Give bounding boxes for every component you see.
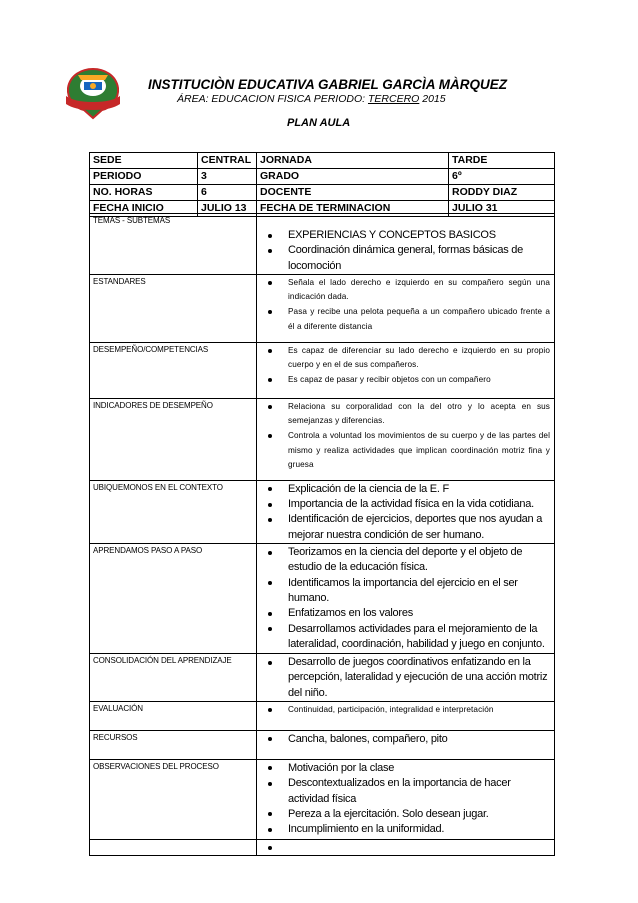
bullet-list bbox=[257, 731, 554, 747]
row-content bbox=[257, 759, 555, 839]
institution-title: INSTITUCIÒN EDUCATIVA GABRIEL GARCÌA MÀRQUEZ bbox=[148, 77, 507, 92]
plan-row bbox=[90, 654, 555, 702]
list-item: Señala el lado derecho e izquierdo en su compañero según una indicación dada. bbox=[257, 276, 550, 305]
summary-label: JORNADA bbox=[257, 153, 449, 169]
summary-value: 6 bbox=[198, 185, 257, 201]
summary-value: JULIO 31 bbox=[449, 201, 555, 217]
plan-table bbox=[89, 213, 555, 856]
plan-row bbox=[90, 701, 555, 730]
plan-row bbox=[90, 730, 555, 759]
plan-row bbox=[90, 480, 555, 543]
bullet-list bbox=[257, 214, 554, 274]
row-content bbox=[257, 398, 555, 480]
bullet-list bbox=[257, 544, 554, 652]
bullet-list bbox=[257, 343, 554, 388]
row-content bbox=[257, 342, 555, 398]
school-crest-logo bbox=[62, 66, 124, 120]
row-content bbox=[257, 544, 555, 654]
list-item: Es capaz de diferenciar su lado derecho e izquierdo en su propio cuerpo y en el de sus compañeros. bbox=[257, 344, 550, 373]
row-label: APRENDAMOS PASO A PASO bbox=[90, 544, 257, 654]
list-item: Explicación de la ciencia de la E. F bbox=[257, 482, 550, 497]
summary-table bbox=[89, 152, 555, 217]
row-label: INDICADORES DE DESEMPEÑO bbox=[90, 398, 257, 480]
bullet-list bbox=[257, 275, 554, 334]
list-item: Pasa y recibe una pelota pequeña a un compañero ubicado frente a él a diferente distancia bbox=[257, 305, 550, 334]
row-label: ESTANDARES bbox=[90, 274, 257, 342]
list-item: Incumplimiento en la uniformidad. bbox=[257, 822, 550, 837]
bullet-list bbox=[257, 481, 554, 543]
row-label: CONSOLIDACIÓN DEL APRENDIZAJE bbox=[90, 654, 257, 702]
summary-label: FECHA DE TERMINACION bbox=[257, 201, 449, 217]
list-item: Pereza a la ejercitación. Solo desean jugar. bbox=[257, 807, 550, 822]
summary-value: 3 bbox=[198, 169, 257, 185]
row-label: TEMAS - SUBTEMAS bbox=[90, 214, 257, 275]
period-value: TERCERO bbox=[367, 93, 420, 105]
bullet-list bbox=[257, 702, 554, 718]
summary-row bbox=[90, 185, 555, 201]
row-label: DESEMPEÑO/COMPETENCIAS bbox=[90, 342, 257, 398]
row-label: UBIQUEMONOS EN EL CONTEXTO bbox=[90, 480, 257, 543]
bullet-list bbox=[257, 654, 554, 701]
plan-row bbox=[90, 839, 555, 855]
row-content bbox=[257, 214, 555, 275]
row-label: OBSERVACIONES DEL PROCESO bbox=[90, 759, 257, 839]
row-content bbox=[257, 730, 555, 759]
row-content bbox=[257, 654, 555, 702]
area-label: ÁREA: EDUCACION FISICA PERIODO: bbox=[177, 93, 368, 105]
row-label bbox=[90, 839, 257, 855]
summary-label: PERIODO bbox=[90, 169, 198, 185]
plan-row bbox=[90, 759, 555, 839]
list-item: Identificación de ejercicios, deportes que nos ayudan a mejorar nuestra condición de ser humano. bbox=[257, 512, 550, 543]
summary-label: NO. HORAS bbox=[90, 185, 198, 201]
row-content bbox=[257, 274, 555, 342]
list-item: Importancia de la actividad física en la vida cotidiana. bbox=[257, 497, 550, 512]
row-label: EVALUACIÓN bbox=[90, 701, 257, 730]
plan-row bbox=[90, 342, 555, 398]
list-item: Coordinación dinámica general, formas básicas de locomoción bbox=[257, 243, 550, 274]
summary-row bbox=[90, 153, 555, 169]
list-item: Descontextualizados en la importancia de hacer actividad física bbox=[257, 776, 550, 807]
bullet-list bbox=[257, 760, 554, 837]
list-item: Teorizamos en la ciencia del deporte y el objeto de estudio de la educación física. bbox=[257, 545, 550, 576]
bullet-list bbox=[257, 840, 554, 841]
row-content bbox=[257, 480, 555, 543]
row-content bbox=[257, 701, 555, 730]
summary-label: FECHA INICIO bbox=[90, 201, 198, 217]
summary-row bbox=[90, 169, 555, 185]
bullet-list bbox=[257, 399, 554, 473]
row-content bbox=[257, 839, 555, 855]
list-item: Identificamos la importancia del ejercicio en el ser humano. bbox=[257, 576, 550, 607]
summary-label: GRADO bbox=[257, 169, 449, 185]
list-item: Enfatizamos en los valores bbox=[257, 606, 550, 621]
summary-label: DOCENTE bbox=[257, 185, 449, 201]
summary-value: RODDY DIAZ bbox=[449, 185, 555, 201]
summary-value: 6º bbox=[449, 169, 555, 185]
plan-row bbox=[90, 398, 555, 480]
summary-value: TARDE bbox=[449, 153, 555, 169]
list-item: Es capaz de pasar y recibir objetos con un compañero bbox=[257, 373, 550, 388]
list-item: Cancha, balones, compañero, pito bbox=[257, 732, 550, 747]
summary-value: CENTRAL bbox=[198, 153, 257, 169]
area-period-line bbox=[177, 93, 446, 105]
list-item: Controla a voluntad los movimientos de su cuerpo y de las partes del mismo y realiza actividades que implican coordinación motriz fina y gruesa bbox=[257, 429, 550, 473]
row-label: RECURSOS bbox=[90, 730, 257, 759]
plan-row bbox=[90, 274, 555, 342]
plan-title: PLAN AULA bbox=[287, 117, 351, 129]
plan-row bbox=[90, 214, 555, 275]
year-value: 2015 bbox=[419, 93, 446, 105]
list-item: Motivación por la clase bbox=[257, 761, 550, 776]
summary-label: SEDE bbox=[90, 153, 198, 169]
list-item: Relaciona su corporalidad con la del otro y lo acepta en sus semejanzas y diferencias. bbox=[257, 400, 550, 429]
plan-row bbox=[90, 544, 555, 654]
list-item: Continuidad, participación, integralidad e interpretación bbox=[257, 703, 550, 718]
summary-value: JULIO 13 bbox=[198, 201, 257, 217]
list-item: Desarrollo de juegos coordinativos enfatizando en la percepción, lateralidad y ejecución de una acción motriz del niño. bbox=[257, 655, 550, 701]
list-item: Desarrollamos actividades para el mejoramiento de la lateralidad, coordinación, habilidad y juego en conjunto. bbox=[257, 622, 550, 653]
list-item: EXPERIENCIAS Y CONCEPTOS BASICOS bbox=[257, 228, 550, 243]
